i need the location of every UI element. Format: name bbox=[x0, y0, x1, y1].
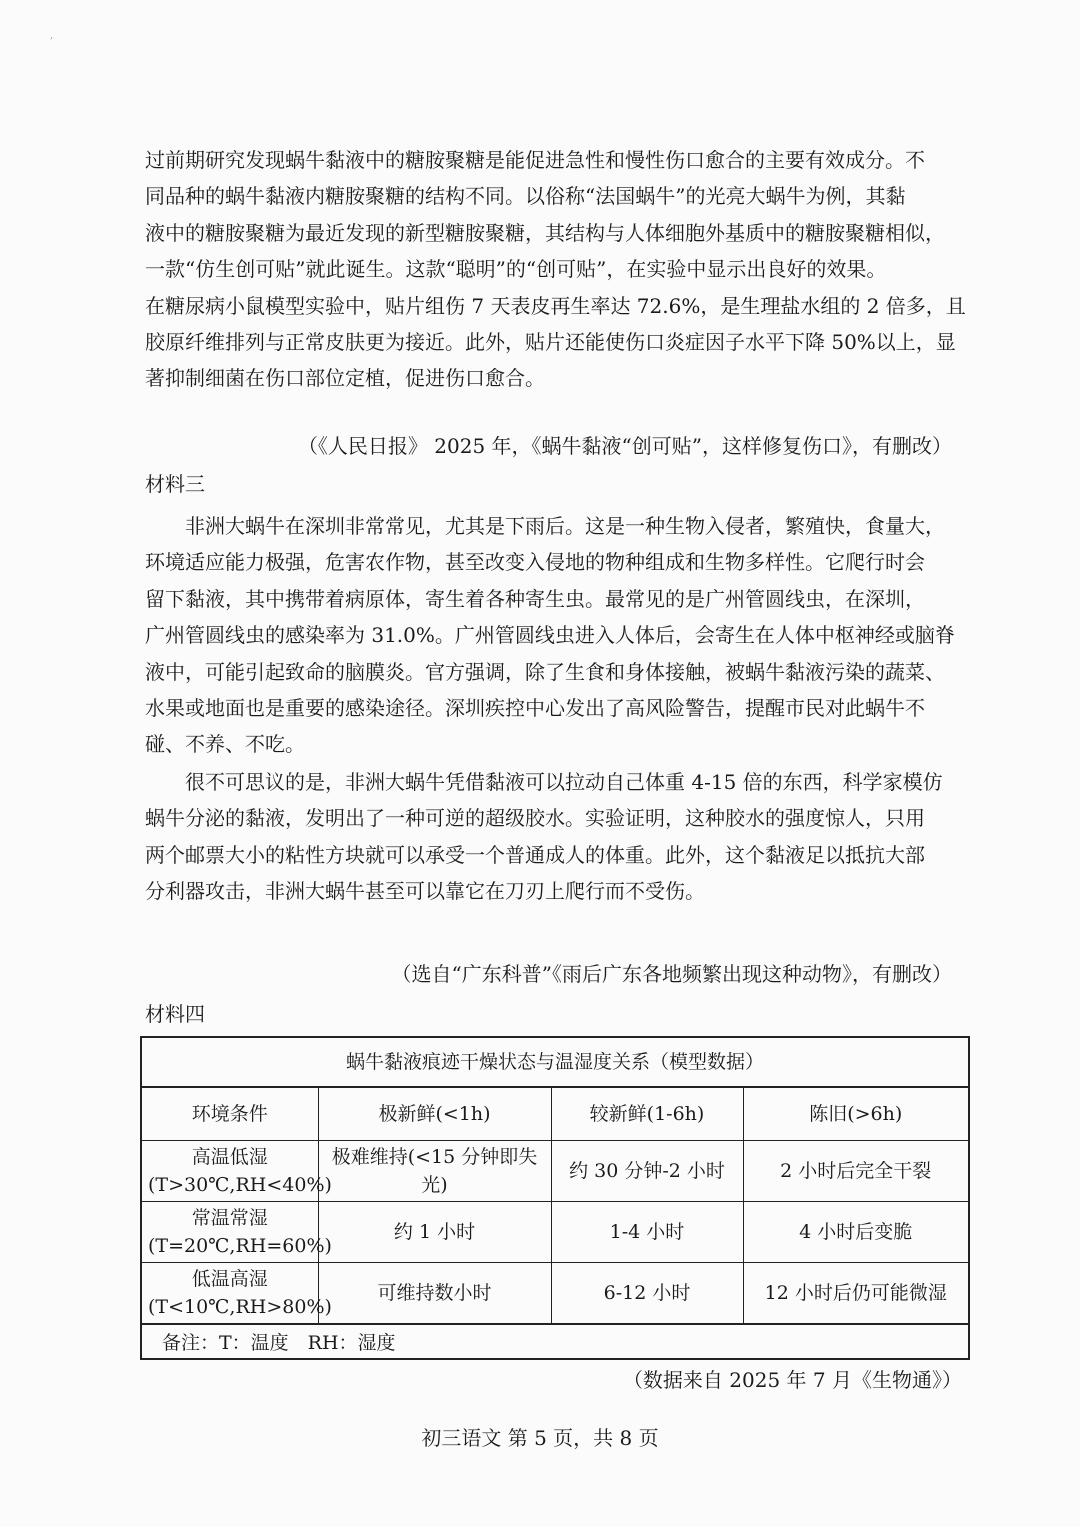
table-caption: 蜗牛黏液痕迹干燥状态与温湿度关系（模型数据） bbox=[142, 1038, 968, 1088]
text-line: 碰、不养、不吃。 bbox=[145, 732, 305, 757]
data-table bbox=[140, 1036, 970, 1360]
page-footer: 初三语文 第 5 页，共 8 页 bbox=[421, 1426, 659, 1450]
table-header-row bbox=[142, 1088, 968, 1141]
table-header-cell: 陈旧(>6h) bbox=[743, 1088, 968, 1141]
table-row bbox=[142, 1202, 968, 1263]
text-line: 过前期研究发现蜗牛黏液中的糖胺聚糖是能促进急性和慢性伤口愈合的主要有效成分。不 bbox=[145, 148, 925, 172]
table-header-cell: 极新鲜(<1h) bbox=[318, 1088, 551, 1141]
table-cell: 1-4 小时 bbox=[551, 1202, 743, 1263]
text-line: 液中的糖胺聚糖为最近发现的新型糖胺聚糖，其结构与人体细胞外基质中的糖胺聚糖相似， bbox=[145, 220, 945, 245]
table-cell: 6-12 小时 bbox=[551, 1263, 743, 1324]
table-cell: 12 小时后仍可能微湿 bbox=[743, 1263, 968, 1324]
text-line: 两个邮票大小的粘性方块就可以承受一个普通成人的体重。此外，这个黏液足以抵抗大部 bbox=[145, 842, 925, 867]
table-row bbox=[142, 1141, 968, 1202]
material-three-heading: 材料三 bbox=[145, 472, 205, 496]
text-line: 同品种的蜗牛黏液内糖胺聚糖的结构不同。以俗称“法国蜗牛”的光亮大蜗牛为例，其黏 bbox=[145, 184, 906, 209]
material-four-heading: 材料四 bbox=[145, 1002, 205, 1026]
material-three-paragraph-2 bbox=[145, 764, 955, 910]
text-line: 留下黏液，其中携带着病原体，寄生着各种寄生虫。最常见的是广州管圆线虫，在深圳， bbox=[145, 586, 925, 611]
material-four-source: （数据来自 2025 年 7 月《生物通》） bbox=[622, 1368, 962, 1392]
text-line: 广州管圆线虫的感染率为 31.0%。广州管圆线虫进入人体后，会寄生在人体中枢神经或脑脊 bbox=[145, 623, 955, 648]
table-cell: 常温常湿(T=20℃,RH=60%) bbox=[142, 1202, 318, 1263]
text-line: 液中，可能引起致命的脑膜炎。官方强调，除了生食和身体接触，被蜗牛黏液污染的蔬菜、 bbox=[145, 659, 945, 684]
text-line: 分利器攻击，非洲大蜗牛甚至可以靠它在刀刃上爬行而不受伤。 bbox=[145, 879, 705, 904]
text-line: 水果或地面也是重要的感染途径。深圳疾控中心发出了高风险警告，提醒市民对此蜗牛不 bbox=[145, 695, 925, 720]
text-line: 著抑制细菌在伤口部位定植，促进伤口愈合。 bbox=[145, 366, 545, 391]
table-cell: 低温高湿(T<10℃,RH>80%) bbox=[142, 1263, 318, 1324]
text-line: 非洲大蜗牛在深圳非常常见，尤其是下雨后。这是一种生物入侵者，繁殖快，食量大， bbox=[145, 514, 945, 538]
material-two-source: （《人民日报》 2025 年，《蜗牛黏液“创可贴”，这样修复伤口》，有删改） bbox=[297, 434, 952, 458]
text-line: 在糖尿病小鼠模型实验中，贴片组伤 7 天表皮再生率达 72.6%，是生理盐水组的 2 倍多，且 bbox=[145, 293, 966, 318]
table-header-cell: 较新鲜(1-6h) bbox=[551, 1088, 743, 1141]
text-line: 环境适应能力极强，危害农作物，甚至改变入侵地的物种组成和生物多样性。它爬行时会 bbox=[145, 550, 925, 575]
table-row bbox=[142, 1263, 968, 1324]
material-two-paragraph bbox=[145, 142, 966, 397]
text-line: 胶原纤维排列与正常皮肤更为接近。此外，贴片还能使伤口炎症因子水平下降 50%以上，显 bbox=[145, 329, 956, 354]
table-note: 备注：T：温度 RH：湿度 bbox=[142, 1324, 968, 1361]
material-three-source: （选自“广东科普”《雨后广东各地频繁出现这种动物》，有删改） bbox=[391, 962, 952, 986]
table-cell: 4 小时后变脆 bbox=[743, 1202, 968, 1263]
table-cell: 极难维持(<15 分钟即失光) bbox=[318, 1141, 551, 1202]
text-line: 蜗牛分泌的黏液，发明出了一种可逆的超级胶水。实验证明，这种胶水的强度惊人，只用 bbox=[145, 806, 925, 831]
table-cell: 可维持数小时 bbox=[318, 1263, 551, 1324]
table-cell: 约 30 分钟-2 小时 bbox=[551, 1141, 743, 1202]
scan-mark: , bbox=[50, 30, 54, 41]
text-line: 一款“仿生创可贴”就此诞生。这款“聪明”的“创可贴”，在实验中显示出良好的效果。 bbox=[145, 257, 887, 282]
text-line: 很不可思议的是，非洲大蜗牛凭借黏液可以拉动自己体重 4-15 倍的东西，科学家模仿 bbox=[145, 770, 943, 794]
table-header-cell: 环境条件 bbox=[142, 1088, 318, 1141]
table-cell: 高温低湿(T>30℃,RH<40%) bbox=[142, 1141, 318, 1202]
table-grid bbox=[142, 1088, 968, 1324]
table-cell: 2 小时后完全干裂 bbox=[743, 1141, 968, 1202]
material-three-paragraph-1 bbox=[145, 508, 955, 763]
table-cell: 约 1 小时 bbox=[318, 1202, 551, 1263]
